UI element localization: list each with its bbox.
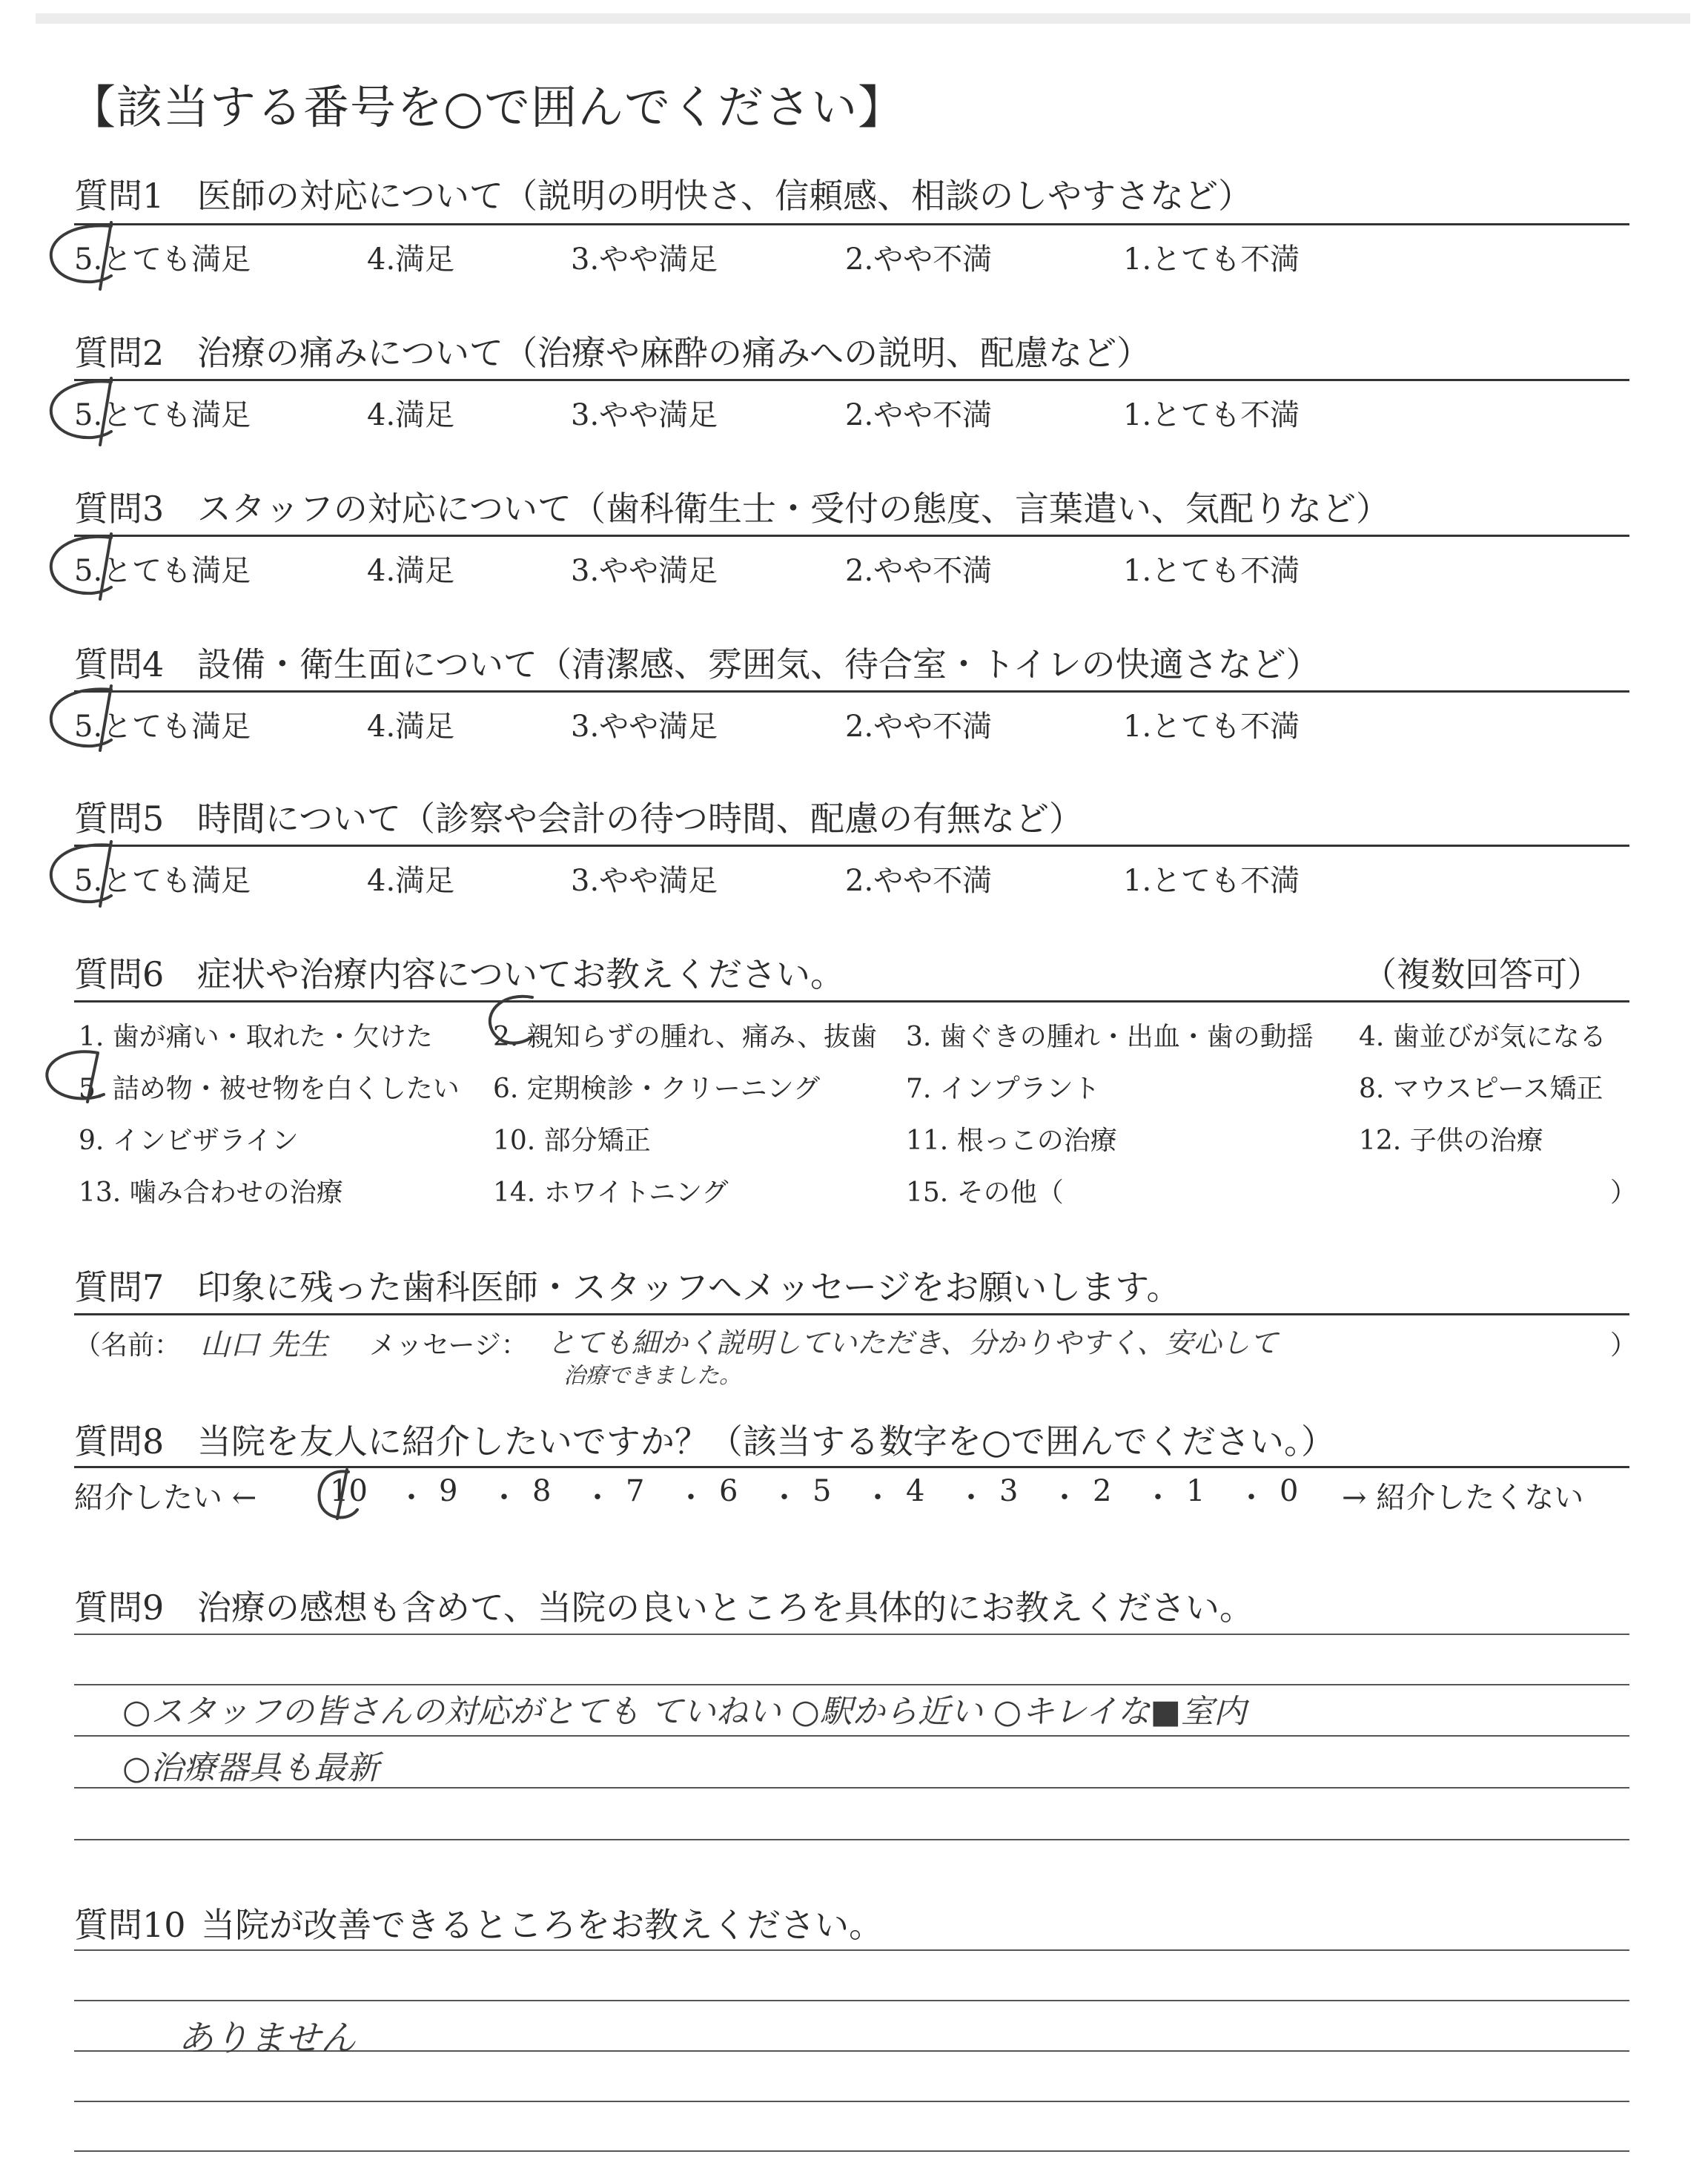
q7-close-paren: ） <box>1610 1330 1638 1361</box>
q10-writing-line <box>74 2101 1629 2102</box>
q3-option-2[interactable]: 2.やや不満 <box>845 554 993 588</box>
q8-scale-2[interactable]: 2 <box>1093 1474 1112 1508</box>
question-7-text: 印象に残った歯科医師・スタッフへメッセージをお願いします。 <box>196 1267 1181 1307</box>
q7-message-prefix: メッセージ： <box>369 1330 528 1361</box>
question-8-text: 当院を友人に紹介したいですか？（該当する数字を○で囲んでください。） <box>196 1421 1336 1462</box>
q4-option-2[interactable]: 2.やや不満 <box>845 710 993 744</box>
q6-option-8[interactable]: 8. マウスピース矯正 <box>1359 1074 1603 1104</box>
q8-scale-4[interactable]: 4 <box>906 1474 925 1508</box>
q6-option-7[interactable]: 7. インプラント <box>906 1074 1100 1104</box>
question-1-text: 医師の対応について（説明の明快さ、信頼感、相談のしやすさなど） <box>196 176 1253 216</box>
q8-dot: ・ <box>769 1481 799 1515</box>
q4-option-3[interactable]: 3.やや満足 <box>571 710 718 744</box>
q8-dot: ・ <box>863 1481 893 1515</box>
q6-option-15[interactable]: 15. その他（ <box>906 1178 1064 1208</box>
q3-option-4[interactable]: 4.満足 <box>367 554 455 588</box>
q3-option-1[interactable]: 1.とても不満 <box>1123 554 1300 588</box>
question-4 <box>74 638 1320 687</box>
q6-option-15-close: ） <box>1610 1178 1638 1208</box>
question-3 <box>74 482 1390 531</box>
question-9-label: 質問9 <box>74 1588 165 1628</box>
question-6 <box>74 948 844 997</box>
q1-option-3[interactable]: 3.やや満足 <box>571 242 718 277</box>
page-title: 【該当する番号を○で囲んでください】 <box>70 80 905 134</box>
q2-option-1[interactable]: 1.とても不満 <box>1123 398 1300 432</box>
q6-option-11[interactable]: 11. 根っこの治療 <box>906 1126 1117 1156</box>
q1-option-1[interactable]: 1.とても不満 <box>1123 242 1300 277</box>
q6-option-14[interactable]: 14. ホワイトニング <box>493 1178 729 1208</box>
question-5-label: 質問5 <box>74 799 165 839</box>
q2-option-3[interactable]: 3.やや満足 <box>571 398 718 432</box>
q5-option-2[interactable]: 2.やや不満 <box>845 864 993 898</box>
question-4-label: 質問4 <box>74 644 165 684</box>
question-7 <box>74 1261 1181 1309</box>
q8-left-label: 紹介したい ← <box>74 1481 257 1515</box>
q8-dot: ・ <box>1237 1481 1266 1515</box>
question-1-label: 質問1 <box>74 176 165 216</box>
question-4-rule <box>74 690 1629 693</box>
q9-writing-line <box>74 1839 1629 1840</box>
q6-option-9[interactable]: 9. インビザライン <box>79 1126 299 1156</box>
question-1-rule <box>74 223 1629 225</box>
question-6-label: 質問6 <box>74 954 165 994</box>
q2-option-4[interactable]: 4.満足 <box>367 398 455 432</box>
q6-option-10[interactable]: 10. 部分矯正 <box>493 1126 651 1156</box>
q8-scale-3[interactable]: 3 <box>999 1474 1019 1508</box>
q8-scale-8[interactable]: 8 <box>532 1474 552 1508</box>
q6-option-6[interactable]: 6. 定期検診・クリーニング <box>493 1074 821 1104</box>
q6-option-13[interactable]: 13. 噛み合わせの治療 <box>79 1178 343 1208</box>
question-3-label: 質問3 <box>74 489 165 529</box>
q8-scale-7[interactable]: 7 <box>626 1474 645 1508</box>
question-2-label: 質問2 <box>74 333 165 373</box>
q5-option-4[interactable]: 4.満足 <box>367 864 455 898</box>
q4-option-1[interactable]: 1.とても不満 <box>1123 710 1300 744</box>
q1-option-5[interactable]: 5.とても満足 <box>74 242 251 277</box>
question-4-text: 設備・衛生面について（清潔感、雰囲気、待合室・トイレの快適さなど） <box>196 644 1320 684</box>
q5-option-1[interactable]: 1.とても不満 <box>1123 864 1300 898</box>
question-3-text: スタッフの対応について（歯科衛生士・受付の態度、言葉遣い、気配りなど） <box>196 489 1390 529</box>
q7-name-value[interactable]: 山口 先生 <box>200 1328 328 1362</box>
question-1 <box>74 169 1252 218</box>
question-10-label: 質問10 <box>74 1905 186 1945</box>
q1-option-4[interactable]: 4.満足 <box>367 242 455 277</box>
q9-writing-line <box>74 1634 1629 1635</box>
question-8-rule <box>74 1466 1629 1468</box>
q8-dot: ・ <box>956 1481 986 1515</box>
question-2-text: 治療の痛みについて（治療や麻酔の痛みへの説明、配慮など） <box>196 333 1151 373</box>
question-8-label: 質問8 <box>74 1421 165 1462</box>
q7-message-line-2[interactable]: 治療できました。 <box>563 1363 741 1389</box>
question-2-rule <box>74 379 1629 381</box>
q5-option-5[interactable]: 5.とても満足 <box>74 864 251 898</box>
q8-dot: ・ <box>583 1481 612 1515</box>
q6-option-4[interactable]: 4. 歯並びが気になる <box>1359 1022 1606 1052</box>
q2-option-5[interactable]: 5.とても満足 <box>74 398 251 432</box>
q6-option-2[interactable]: 2. 親知らずの腫れ、痛み、抜歯 <box>493 1022 878 1052</box>
q6-option-5[interactable]: 5. 詰め物・被せ物を白くしたい <box>79 1074 460 1104</box>
question-6-text: 症状や治療内容についてお教えください。 <box>196 954 844 994</box>
q4-option-4[interactable]: 4.満足 <box>367 710 455 744</box>
q8-scale-0[interactable]: 0 <box>1280 1474 1299 1508</box>
question-9 <box>74 1581 1254 1630</box>
question-5-rule <box>74 845 1629 847</box>
q10-answer[interactable]: ありません <box>178 2018 357 2059</box>
q10-writing-line <box>74 2150 1629 2152</box>
question-8 <box>74 1415 1335 1464</box>
question-6-note: （複数回答可） <box>1363 954 1601 994</box>
q8-scale-1[interactable]: 1 <box>1186 1474 1205 1508</box>
question-5 <box>74 792 1083 841</box>
scan-top-edge <box>36 13 1690 24</box>
q10-writing-line <box>74 2000 1629 2001</box>
q8-dot: ・ <box>1143 1481 1173 1515</box>
q8-scale-5[interactable]: 5 <box>812 1474 832 1508</box>
q7-name-prefix: （名前： <box>74 1330 182 1361</box>
q4-option-5[interactable]: 5.とても満足 <box>74 710 251 744</box>
q6-option-1[interactable]: 1. 歯が痛い・取れた・欠けた <box>79 1022 433 1052</box>
question-6-rule <box>74 1000 1629 1003</box>
q10-writing-line <box>74 1949 1629 1951</box>
q8-dot: ・ <box>676 1481 706 1515</box>
q8-scale-9[interactable]: 9 <box>439 1474 458 1508</box>
q9-answer-line-1[interactable]: ○スタッフの皆さんの対応がとても ていねい ○駅から近い ○キレイな■室内 <box>122 1693 1247 1731</box>
question-7-label: 質問7 <box>74 1267 165 1307</box>
q2-option-2[interactable]: 2.やや不満 <box>845 398 993 432</box>
q8-scale-10[interactable]: 10 <box>330 1474 368 1508</box>
question-5-text: 時間について（診察や会計の待つ時間、配慮の有無など） <box>196 799 1083 839</box>
q3-option-3[interactable]: 3.やや満足 <box>571 554 718 588</box>
q6-option-3[interactable]: 3. 歯ぐきの腫れ・出血・歯の動揺 <box>906 1022 1314 1052</box>
question-9-text: 治療の感想も含めて、当院の良いところを具体的にお教えください。 <box>196 1588 1254 1628</box>
question-2 <box>74 326 1151 375</box>
q8-dot: ・ <box>489 1481 519 1515</box>
q7-message-line-1[interactable]: とても細かく説明していただき、分かりやすく、安心して <box>547 1327 1278 1359</box>
question-10-text: 当院が改善できるところをお教えください。 <box>201 1905 884 1945</box>
question-10 <box>74 1898 883 1947</box>
q1-option-2[interactable]: 2.やや不満 <box>845 242 993 277</box>
q8-dot: ・ <box>397 1481 426 1515</box>
q8-dot: ・ <box>1050 1481 1079 1515</box>
q9-writing-line <box>74 1735 1629 1737</box>
q6-option-12[interactable]: 12. 子供の治療 <box>1359 1126 1543 1156</box>
question-7-rule <box>74 1313 1629 1315</box>
q5-option-3[interactable]: 3.やや満足 <box>571 864 718 898</box>
q3-option-5[interactable]: 5.とても満足 <box>74 554 251 588</box>
question-3-rule <box>74 535 1629 537</box>
q8-right-label: → 紹介したくない <box>1342 1481 1584 1515</box>
q8-scale-6[interactable]: 6 <box>719 1474 738 1508</box>
q9-answer-line-2[interactable]: ○治療器具も最新 <box>122 1749 380 1787</box>
